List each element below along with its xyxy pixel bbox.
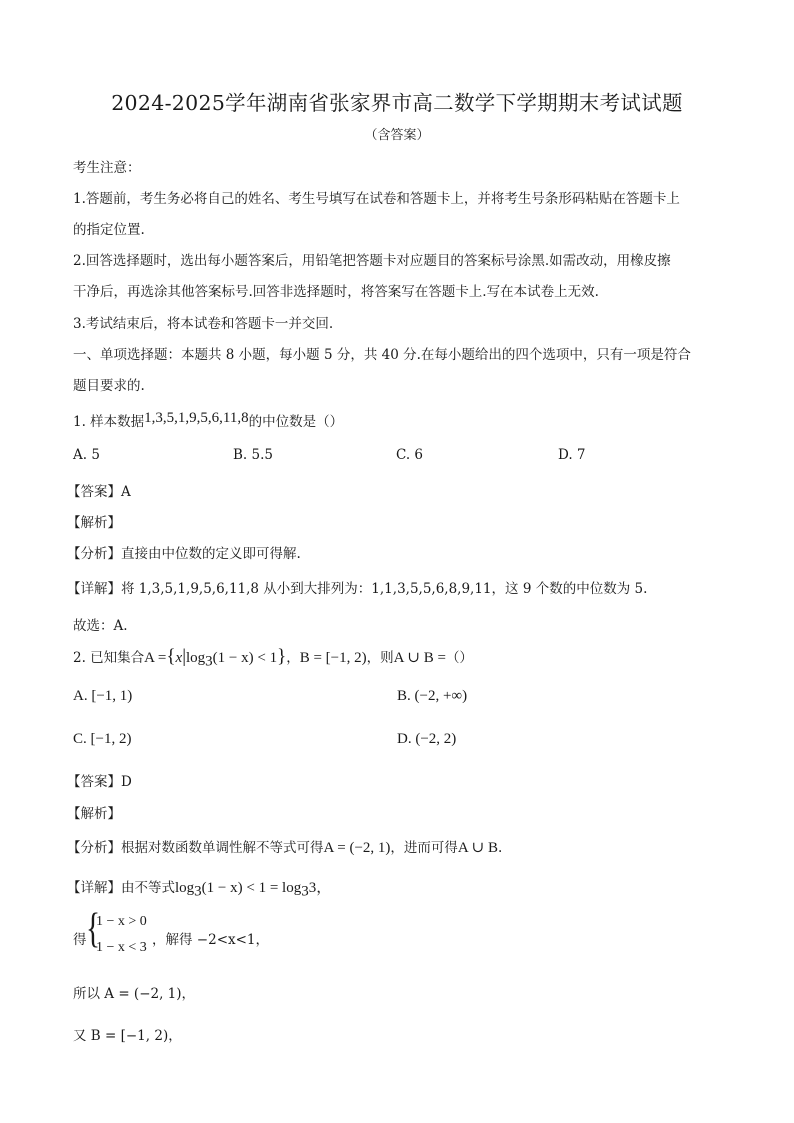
page-subtitle: （含答案）	[364, 128, 430, 143]
q2-xiangjie-ineq: (1 − x) < 1 = log	[201, 880, 302, 896]
q2-union: A ∪ B =	[393, 650, 446, 666]
q2-you: 又 B = [−1, 2)，	[73, 1028, 182, 1044]
q2-set-a-var: x	[175, 650, 183, 666]
q2-xiangjie-end: 3，	[308, 880, 332, 896]
q2-xiangjie-base: 3	[194, 883, 202, 900]
q2-option-a: A. [−1, 1)	[73, 688, 133, 704]
q2-de: 得	[73, 932, 87, 948]
q2-fenxi-end: .	[498, 840, 503, 856]
q2-set-a-lhs: A =	[144, 650, 167, 666]
notice-item-1-line-1: 1.答题前，考生务必将自己的姓名、考生号填写在试卷和答题卡上，并将考生号条形码粘贴在答题卡上	[73, 191, 680, 207]
q2-stem	[73, 646, 473, 671]
q2-fenxi-union: A ∪ B	[457, 840, 498, 856]
q2-system-line-1: 1 − x > 0	[96, 914, 147, 929]
q2-system-line-2: 1 − x < 3	[96, 940, 147, 955]
q2-comma-1: ，	[286, 650, 300, 666]
q2-suoyi: 所以 A = (−2, 1)，	[73, 986, 196, 1002]
q1-answer: 【答案】A	[67, 484, 131, 500]
q2-set-a-arg: (1 − x) < 1	[212, 650, 278, 666]
q2-solve: ，解得 −2<x<1，	[152, 932, 270, 948]
q1-option-d: D. 7	[558, 447, 586, 463]
q1-option-c: C. 6	[396, 447, 424, 463]
q2-xiangjie	[67, 876, 331, 901]
q2-xiangjie-log: log	[175, 880, 195, 896]
q2-comma-2: ，则	[366, 650, 394, 666]
notice-item-1-line-2: 的指定位置.	[73, 222, 145, 238]
q2-set-a-base: 3	[205, 653, 213, 670]
page-title: 2024-2025学年湖南省张家界市高二数学下学期期末考试试题	[111, 91, 683, 115]
section-1-line-1: 一、单项选择题：本题共 8 小题，每小题 5 分，共 40 分.在每小题给出的四个选项中，只有一项是符合	[73, 347, 691, 363]
q2-xiangjie-prefix: 【详解】由不等式	[67, 880, 175, 896]
notice-item-3: 3.考试结束后，将本试卷和答题卡一并交回.	[73, 316, 334, 332]
q2-set-a-brace-close: }	[277, 646, 287, 667]
q2-set-a-log: log	[186, 650, 206, 666]
notice-item-2-line-1: 2.回答选择题时，选出每小题答案后，用铅笔把答题卡对应题目的答案标号涂黑.如需改动，用橡皮擦	[73, 253, 671, 269]
q1-stem	[73, 410, 343, 431]
q1-xiangjie: 【详解】将 1,3,5,1,9,5,6,11,8 从小到大排列为：1,1,3,5,5,6,8,9,11，这 9 个数的中位数为 5.	[67, 581, 648, 597]
q2-analysis-label: 【解析】	[67, 806, 121, 822]
notice-heading: 考生注意：	[73, 160, 141, 176]
q1-suffix: 的中位数是（）	[248, 414, 344, 430]
q2-system-brace: {	[86, 906, 101, 952]
notice-item-2-line-2: 干净后，再选涂其他答案标号.回答非选择题时，将答案写在答题卡上.写在本试卷上无效.	[73, 284, 599, 300]
q2-fenxi-prefix: 【分析】根据对数函数单调性解不等式可得	[67, 840, 324, 856]
q2-set-a-brace-open: {	[166, 646, 176, 667]
section-1-line-2: 题目要求的.	[73, 378, 145, 394]
q1-fenxi: 【分析】直接由中位数的定义即可得解.	[67, 546, 301, 562]
q2-option-c: C. [−1, 2)	[73, 731, 132, 747]
q2-set-a-bar: |	[182, 646, 186, 667]
q2-xiangjie-base-2: 3	[301, 883, 309, 900]
q1-prefix: 1. 样本数据	[73, 414, 145, 430]
q2-fenxi-mid: ，进而可得	[390, 840, 458, 856]
q2-fenxi-a: A = (−2, 1)	[323, 840, 391, 856]
q2-option-b: B. (−2, +∞)	[397, 688, 468, 704]
q2-blank: （）	[445, 650, 473, 666]
q1-analysis-label: 【解析】	[67, 515, 121, 531]
q1-conclusion: 故选：A.	[73, 618, 128, 634]
q1-option-a: A. 5	[73, 447, 100, 463]
q2-prefix: 2. 已知集合	[73, 650, 145, 666]
q2-set-b: B = [−1, 2)	[299, 650, 367, 666]
q1-data: 1,3,5,1,9,5,6,11,8	[144, 410, 249, 426]
q1-option-b: B. 5.5	[233, 447, 273, 463]
q2-answer: 【答案】D	[67, 774, 132, 790]
q2-fenxi	[67, 836, 502, 857]
q2-option-d: D. (−2, 2)	[397, 731, 457, 747]
